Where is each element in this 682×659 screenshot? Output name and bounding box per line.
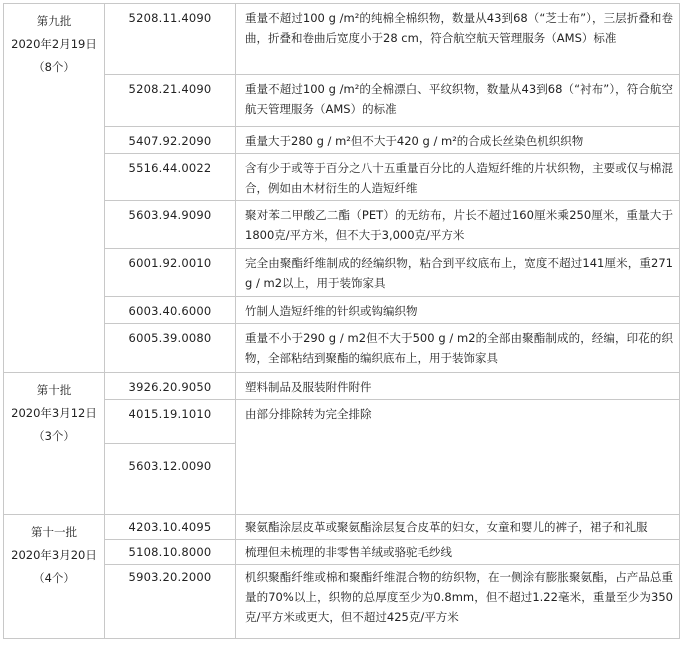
table-row (4, 565, 680, 639)
hts-code: 6001.92.0010 (105, 249, 236, 297)
batch-date: 2020年3月20日 (11, 548, 97, 562)
hts-code: 3926.20.9050 (105, 373, 236, 400)
hts-code: 5208.21.4090 (105, 75, 236, 127)
batch-cell (4, 373, 105, 515)
table-row (4, 515, 680, 540)
table-row (4, 201, 680, 249)
product-description: 机织聚酯纤维或棉和聚酯纤维混合物的纺织物，在一侧涂有膨胀聚氨酯，占产品总重量的70%以上，织物的总厚度至少为0.8mm，但不超过1.22毫米，重量至少为350克/平方米或更大，但不超过425克/平方米 (236, 565, 680, 639)
table-row (4, 154, 680, 201)
batch-date: 2020年2月19日 (11, 37, 97, 51)
batch-date: 2020年3月12日 (11, 406, 97, 420)
hts-code: 6005.39.0080 (105, 324, 236, 373)
hts-code: 5516.44.0022 (105, 154, 236, 201)
hts-code: 4015.19.1010 (105, 400, 236, 444)
table-row (4, 297, 680, 324)
batch-count: （8个） (33, 60, 75, 74)
product-description: 聚对苯二甲酸乙二酯（PET）的无纺布，片长不超过160厘米乘250厘米，重量大于1800克/平方米，但不大于3,000克/平方米 (236, 201, 680, 249)
hts-code: 5903.20.2000 (105, 565, 236, 639)
batch-label: 第九批 (36, 14, 72, 28)
table-row (4, 540, 680, 565)
hts-code: 5108.10.8000 (105, 540, 236, 565)
table-row (4, 249, 680, 297)
table-row (4, 373, 680, 400)
batch-cell (4, 4, 105, 373)
exclusion-table (3, 3, 680, 639)
table-row (4, 324, 680, 373)
product-description: 重量不小于290 g / m2但不大于500 g / m2的全部由聚酯制成的，经编，印花的织物，全部粘结到聚酯的编织底布上，用于装饰家具 (236, 324, 680, 373)
product-description: 梳理但未梳理的非零售羊绒或骆驼毛纱线 (236, 540, 680, 565)
product-description: 含有少于或等于百分之八十五重量百分比的人造短纤维的片状织物，主要或仅与棉混合，例如由木材衍生的人造短纤维 (236, 154, 680, 201)
table-row (4, 4, 680, 75)
table-row (4, 75, 680, 127)
product-description: 完全由聚酯纤维制成的经编织物，粘合到平纹底布上，宽度不超过141厘米，重271 g / m2以上，用于装饰家具 (236, 249, 680, 297)
batch-cell (4, 515, 105, 639)
product-description: 重量不超过100 g /m²的纯棉全棉织物，数量从43到68（“芝士布”），三层折叠和卷曲，折叠和卷曲后宽度小于28 cm，符合航空航天管理服务（AMS）标准 (236, 4, 680, 75)
hts-code: 5603.12.0090 (105, 444, 236, 515)
product-description: 聚氨酯涂层皮革或聚氨酯涂层复合皮革的妇女，女童和婴儿的裤子，裙子和礼服 (236, 515, 680, 540)
hts-code: 5407.92.2090 (105, 127, 236, 154)
batch-count: （3个） (33, 429, 75, 443)
product-description: 竹制人造短纤维的针织或钩编织物 (236, 297, 680, 324)
hts-code: 5603.94.9090 (105, 201, 236, 249)
table-row (4, 127, 680, 154)
batch-count: （4个） (33, 571, 75, 585)
product-description: 塑料制品及服装附件附件 (236, 373, 680, 400)
hts-code: 5208.11.4090 (105, 4, 236, 75)
hts-code: 4203.10.4095 (105, 515, 236, 540)
batch-label: 第十一批 (31, 525, 77, 539)
batch-label: 第十批 (36, 383, 72, 397)
hts-code: 6003.40.6000 (105, 297, 236, 324)
table-row (4, 400, 680, 444)
product-description: 重量不超过100 g /m²的全棉漂白、平纹织物，数量从43到68（“衬布”），符合航空航天管理服务（AMS）的标准 (236, 75, 680, 127)
product-description: 由部分排除转为完全排除 (236, 400, 680, 515)
product-description: 重量大于280 g / m²但不大于420 g / m²的合成长丝染色机织织物 (236, 127, 680, 154)
